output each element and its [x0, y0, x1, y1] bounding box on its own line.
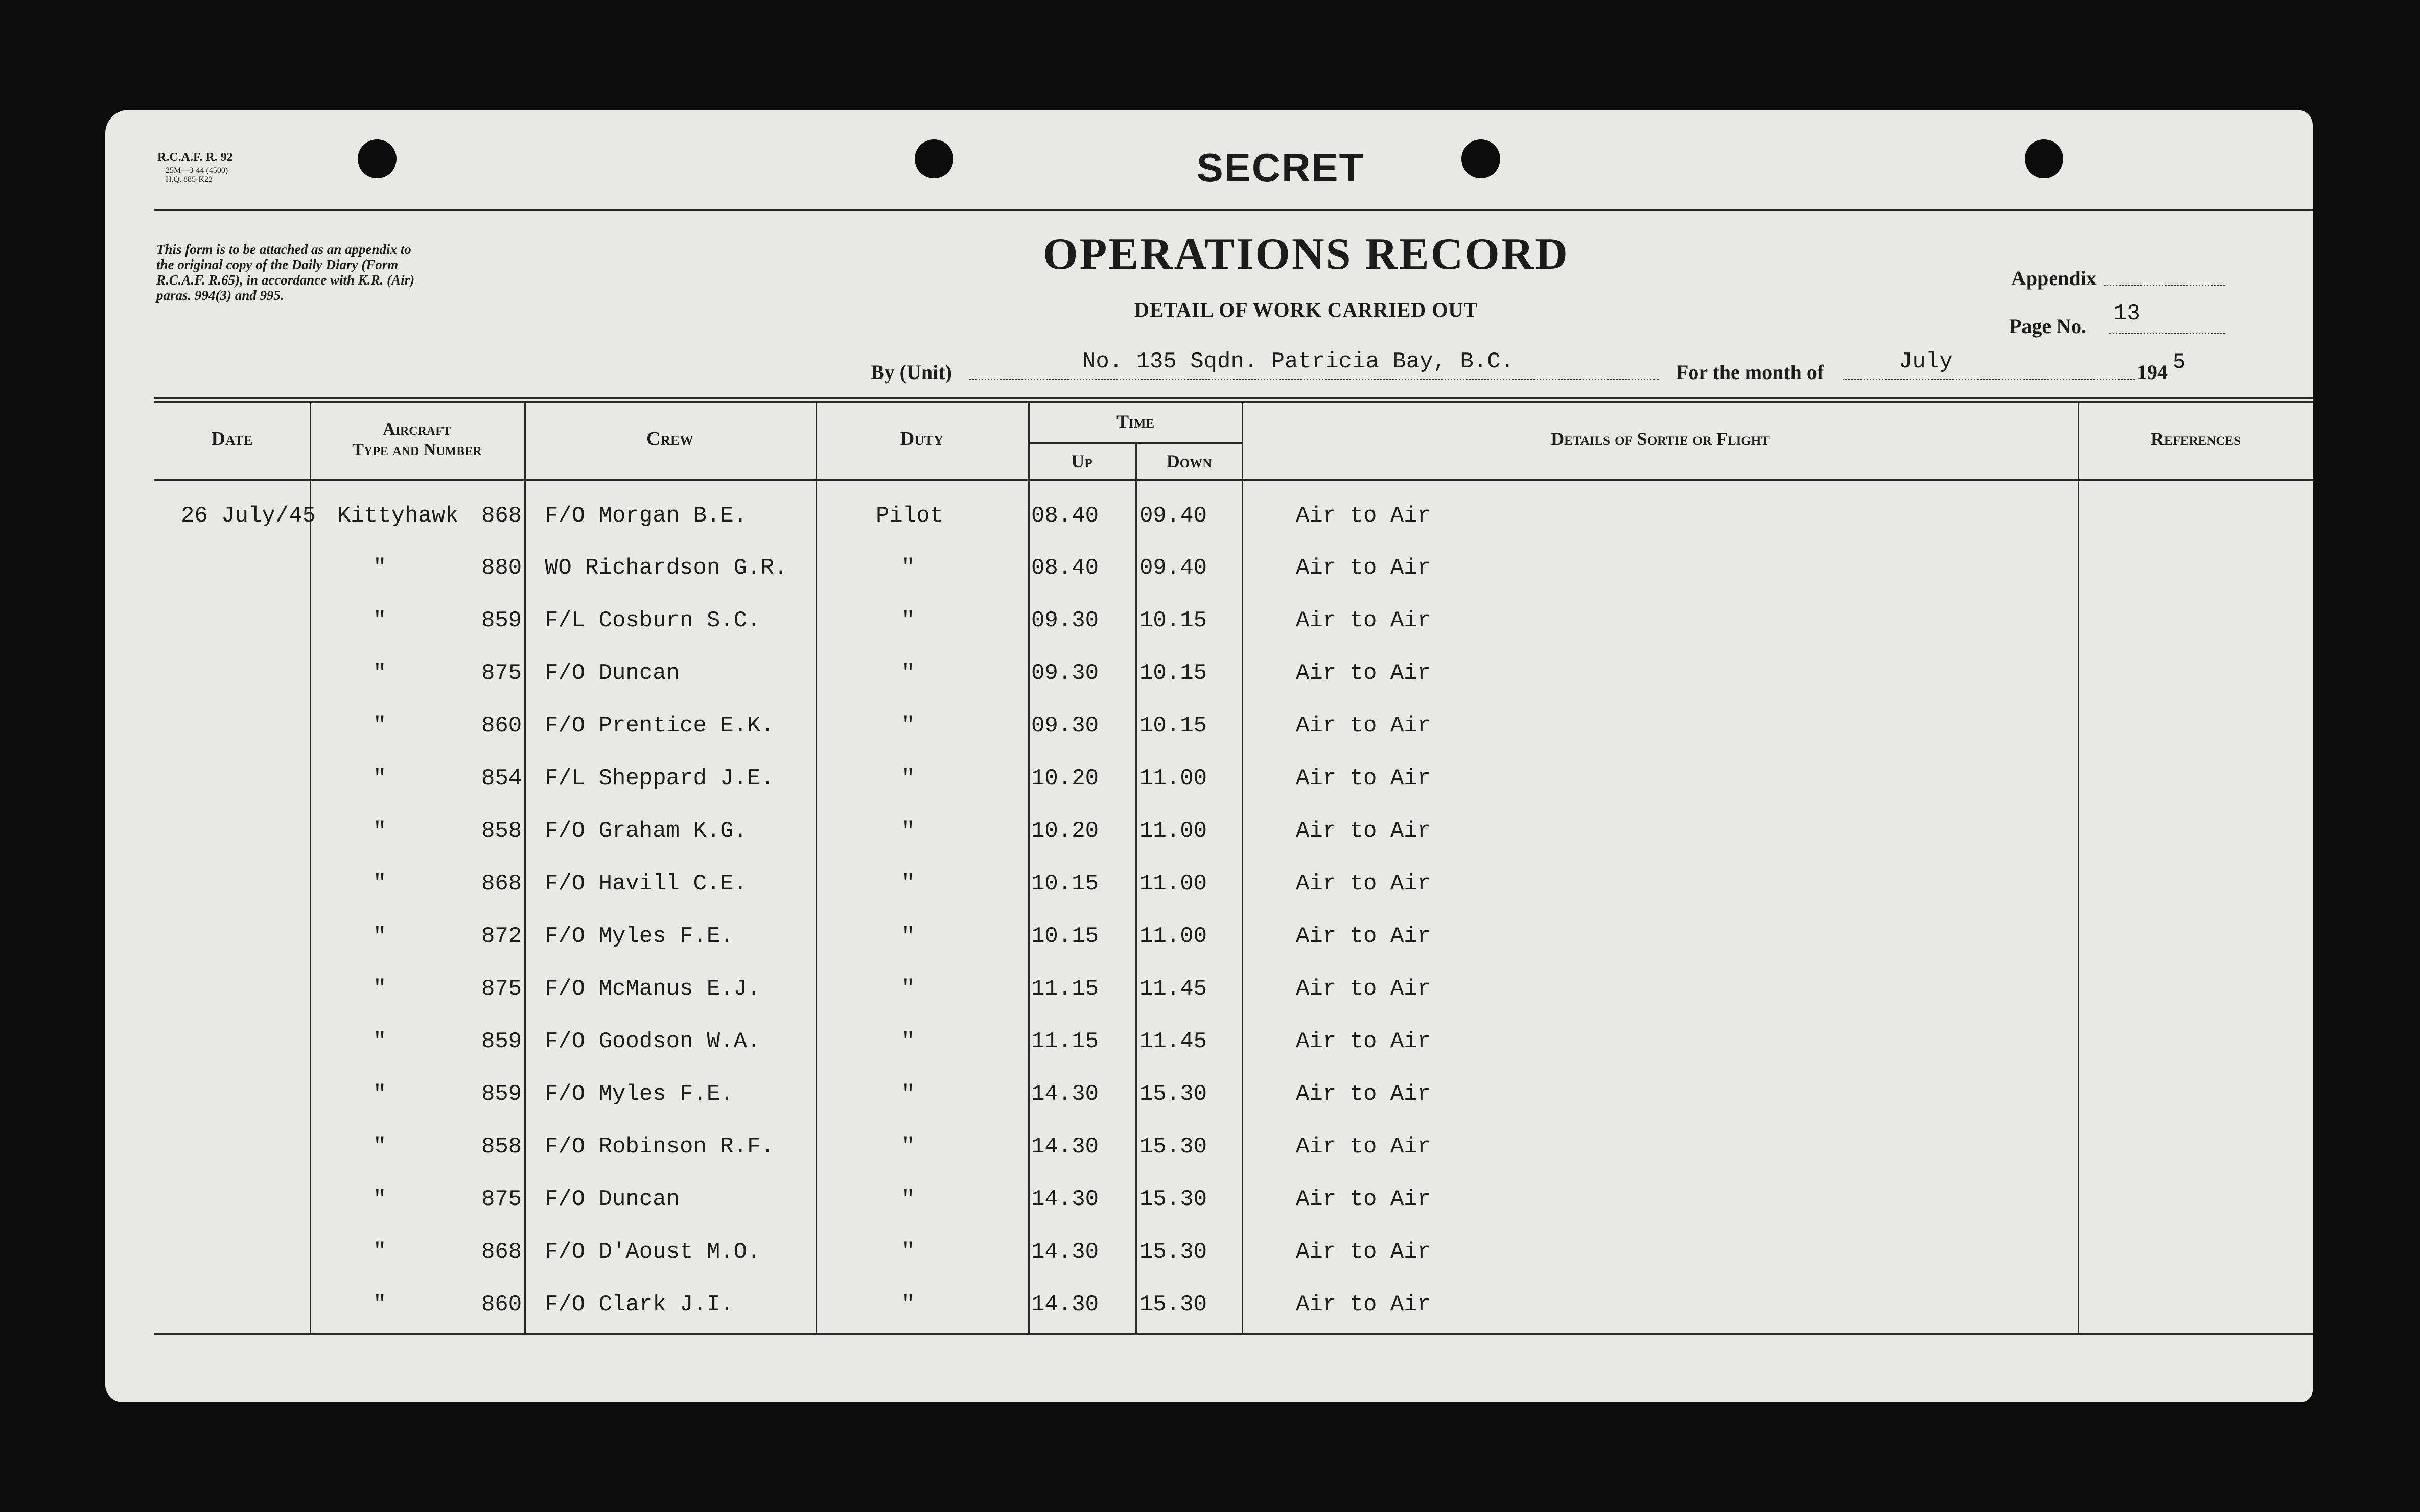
cell-time-down: 11.00 [1139, 924, 1207, 949]
header-aircraft-line1: Aircraft [383, 420, 451, 439]
secret-stamp: SECRET [1196, 145, 1365, 190]
header-details: Details of Sortie or Flight [1551, 429, 1770, 449]
cell-aircraft-number: 859 [481, 608, 522, 633]
year-prefix: 194 [2137, 361, 2168, 384]
punch-hole [915, 139, 953, 178]
cell-time-down: 15.30 [1139, 1187, 1207, 1212]
print-line-1: 25M—3-44 (4500) [166, 166, 228, 175]
column-divider [816, 403, 817, 1333]
cell-aircraft-number: 858 [481, 1134, 522, 1160]
header-aircraft-line2: Type and Number [352, 440, 482, 459]
print-line-2: H.Q. 885-K22 [166, 175, 213, 184]
cell-time-down: 10.15 [1139, 660, 1207, 686]
cell-time-up: 10.20 [1031, 818, 1099, 844]
cell-time-down: 15.30 [1139, 1081, 1207, 1107]
cell-time-down: 11.00 [1139, 766, 1207, 791]
page-no-value: 13 [2113, 301, 2140, 326]
cell-aircraft-type: " [373, 976, 387, 1002]
cell-time-down: 11.00 [1139, 871, 1207, 896]
cell-aircraft-type: " [373, 555, 387, 581]
column-divider [1135, 443, 1137, 1333]
cell-aircraft-number: 860 [481, 713, 522, 739]
header-rule [154, 209, 2313, 211]
page-no-label: Page No. [2009, 315, 2087, 338]
cell-aircraft-type: " [373, 1239, 387, 1265]
cell-time-down: 11.45 [1139, 976, 1207, 1002]
cell-time-down: 15.30 [1139, 1239, 1207, 1265]
cell-duty: " [901, 660, 915, 686]
header-down: Down [1166, 451, 1212, 471]
cell-time-up: 10.20 [1031, 766, 1099, 791]
cell-aircraft-type: " [373, 818, 387, 844]
cell-aircraft-type: " [373, 713, 387, 739]
cell-aircraft-number: 880 [481, 555, 522, 581]
cell-time-up: 10.15 [1031, 871, 1099, 896]
column-divider [2078, 403, 2079, 1333]
table-bottom-rule [154, 1333, 2313, 1335]
cell-details: Air to Air [1296, 1081, 1431, 1107]
cell-details: Air to Air [1296, 1029, 1431, 1054]
cell-duty: " [901, 1029, 915, 1054]
cell-crew: F/O Myles F.E. [545, 1081, 734, 1107]
cell-crew: F/O Havill C.E. [545, 871, 748, 896]
cell-time-down: 11.45 [1139, 1029, 1207, 1054]
cell-crew: F/O Morgan B.E. [545, 503, 748, 529]
cell-aircraft-type: " [373, 1187, 387, 1212]
column-divider [1242, 403, 1243, 1333]
cell-time-up: 14.30 [1031, 1239, 1099, 1265]
cell-aircraft-type: " [373, 1029, 387, 1054]
cell-aircraft-type: " [373, 924, 387, 949]
cell-crew: F/L Cosburn S.C. [545, 608, 761, 633]
cell-duty: " [901, 1187, 915, 1212]
cell-duty: " [901, 976, 915, 1002]
cell-duty: " [901, 555, 915, 581]
cell-details: Air to Air [1296, 818, 1431, 844]
page-no-field [2109, 333, 2225, 334]
cell-crew: WO Richardson G.R. [545, 555, 788, 581]
appendix-label: Appendix [2011, 267, 2097, 290]
document-title: OPERATIONS RECORD [1043, 229, 1569, 279]
cell-details: Air to Air [1296, 555, 1431, 581]
cell-details: Air to Air [1296, 503, 1431, 529]
unit-value: No. 135 Sqdn. Patricia Bay, B.C. [1082, 349, 1514, 374]
cell-duty: Pilot [876, 503, 944, 529]
cell-time-up: 08.40 [1031, 503, 1099, 529]
cell-time-up: 14.30 [1031, 1081, 1099, 1107]
cell-time-up: 11.15 [1031, 1029, 1099, 1054]
header-date: Date [211, 428, 253, 450]
record-sheet [105, 110, 2313, 1402]
cell-details: Air to Air [1296, 1292, 1431, 1317]
cell-aircraft-type: " [373, 1134, 387, 1160]
cell-aircraft-type: " [373, 871, 387, 896]
column-divider [524, 403, 526, 1333]
header-time: Time [1116, 411, 1154, 432]
cell-duty: " [901, 1081, 915, 1107]
cell-duty: " [901, 1239, 915, 1265]
cell-time-up: 09.30 [1031, 660, 1099, 686]
cell-details: Air to Air [1296, 660, 1431, 686]
cell-crew: F/O Graham K.G. [545, 818, 748, 844]
month-value: July [1899, 349, 1953, 374]
unit-field [969, 379, 1659, 380]
cell-duty: " [901, 871, 915, 896]
cell-duty: " [901, 766, 915, 791]
cell-crew: F/O Goodson W.A. [545, 1029, 761, 1054]
cell-crew: F/O Prentice E.K. [545, 713, 774, 739]
cell-details: Air to Air [1296, 608, 1431, 633]
cell-time-down: 15.30 [1139, 1292, 1207, 1317]
punch-hole [358, 139, 397, 178]
cell-aircraft-type: " [373, 660, 387, 686]
cell-aircraft-number: 875 [481, 660, 522, 686]
cell-aircraft-number: 860 [481, 1292, 522, 1317]
appendix-field [2104, 285, 2225, 286]
cell-aircraft-type: " [373, 608, 387, 633]
cell-time-up: 10.15 [1031, 924, 1099, 949]
cell-time-up: 11.15 [1031, 976, 1099, 1002]
header-references: References [2150, 429, 2241, 449]
column-divider [1028, 403, 1030, 1333]
cell-duty: " [901, 1292, 915, 1317]
unit-label: By (Unit) [871, 361, 952, 384]
cell-details: Air to Air [1296, 871, 1431, 896]
cell-aircraft-number: 868 [481, 1239, 522, 1265]
cell-details: Air to Air [1296, 976, 1431, 1002]
cell-crew: F/O Robinson R.F. [545, 1134, 774, 1160]
cell-crew: F/O Duncan [545, 1187, 680, 1212]
cell-time-up: 09.30 [1031, 608, 1099, 633]
table-top-rule [154, 397, 2313, 399]
cell-time-up: 14.30 [1031, 1187, 1099, 1212]
cell-date: 26 July/45 [181, 503, 316, 529]
cell-time-down: 11.00 [1139, 818, 1207, 844]
cell-aircraft-type: " [373, 766, 387, 791]
month-field [1843, 379, 2135, 380]
cell-aircraft-type: Kittyhawk [337, 503, 459, 529]
cell-details: Air to Air [1296, 1134, 1431, 1160]
cell-time-down: 10.15 [1139, 608, 1207, 633]
time-subheader-rule [1028, 442, 1243, 444]
header-up: Up [1071, 451, 1092, 471]
cell-aircraft-number: 854 [481, 766, 522, 791]
cell-details: Air to Air [1296, 1239, 1431, 1265]
cell-crew: F/O Duncan [545, 660, 680, 686]
cell-time-down: 15.30 [1139, 1134, 1207, 1160]
header-crew: Crew [646, 428, 693, 450]
cell-time-up: 14.30 [1031, 1134, 1099, 1160]
cell-aircraft-number: 858 [481, 818, 522, 844]
cell-crew: F/O Clark J.I. [545, 1292, 734, 1317]
cell-duty: " [901, 608, 915, 633]
cell-aircraft-number: 875 [481, 976, 522, 1002]
cell-aircraft-number: 868 [481, 503, 522, 529]
cell-details: Air to Air [1296, 924, 1431, 949]
cell-time-down: 10.15 [1139, 713, 1207, 739]
cell-details: Air to Air [1296, 1187, 1431, 1212]
cell-crew: F/O D'Aoust M.O. [545, 1239, 761, 1265]
month-label: For the month of [1676, 361, 1824, 384]
table-top-rule [154, 401, 2313, 403]
cell-aircraft-number: 868 [481, 871, 522, 896]
cell-time-up: 08.40 [1031, 555, 1099, 581]
header-duty: Duty [900, 428, 944, 450]
cell-duty: " [901, 924, 915, 949]
cell-details: Air to Air [1296, 766, 1431, 791]
cell-duty: " [901, 713, 915, 739]
cell-aircraft-number: 859 [481, 1081, 522, 1107]
cell-aircraft-type: " [373, 1292, 387, 1317]
attachment-note: This form is to be attached as an appendix to the original copy of the Daily Diary (Form R.C.A.F. R.65), in accordance with K.R. (Air) paras. 994(3) and 995. [156, 242, 415, 303]
cell-aircraft-number: 875 [481, 1187, 522, 1212]
cell-aircraft-type: " [373, 1081, 387, 1107]
column-divider [310, 403, 311, 1333]
form-number: R.C.A.F. R. 92 [157, 151, 233, 164]
cell-aircraft-number: 859 [481, 1029, 522, 1054]
year-suffix: 5 [2173, 350, 2186, 374]
table-header-rule [154, 479, 2313, 481]
cell-time-down: 09.40 [1139, 555, 1207, 581]
punch-hole [2025, 139, 2063, 178]
cell-crew: F/O McManus E.J. [545, 976, 761, 1002]
cell-duty: " [901, 1134, 915, 1160]
cell-aircraft-number: 872 [481, 924, 522, 949]
document-subtitle: DETAIL OF WORK CARRIED OUT [1134, 298, 1478, 321]
cell-time-up: 14.30 [1031, 1292, 1099, 1317]
cell-time-down: 09.40 [1139, 503, 1207, 529]
cell-crew: F/O Myles F.E. [545, 924, 734, 949]
cell-duty: " [901, 818, 915, 844]
cell-details: Air to Air [1296, 713, 1431, 739]
cell-crew: F/L Sheppard J.E. [545, 766, 774, 791]
cell-time-up: 09.30 [1031, 713, 1099, 739]
